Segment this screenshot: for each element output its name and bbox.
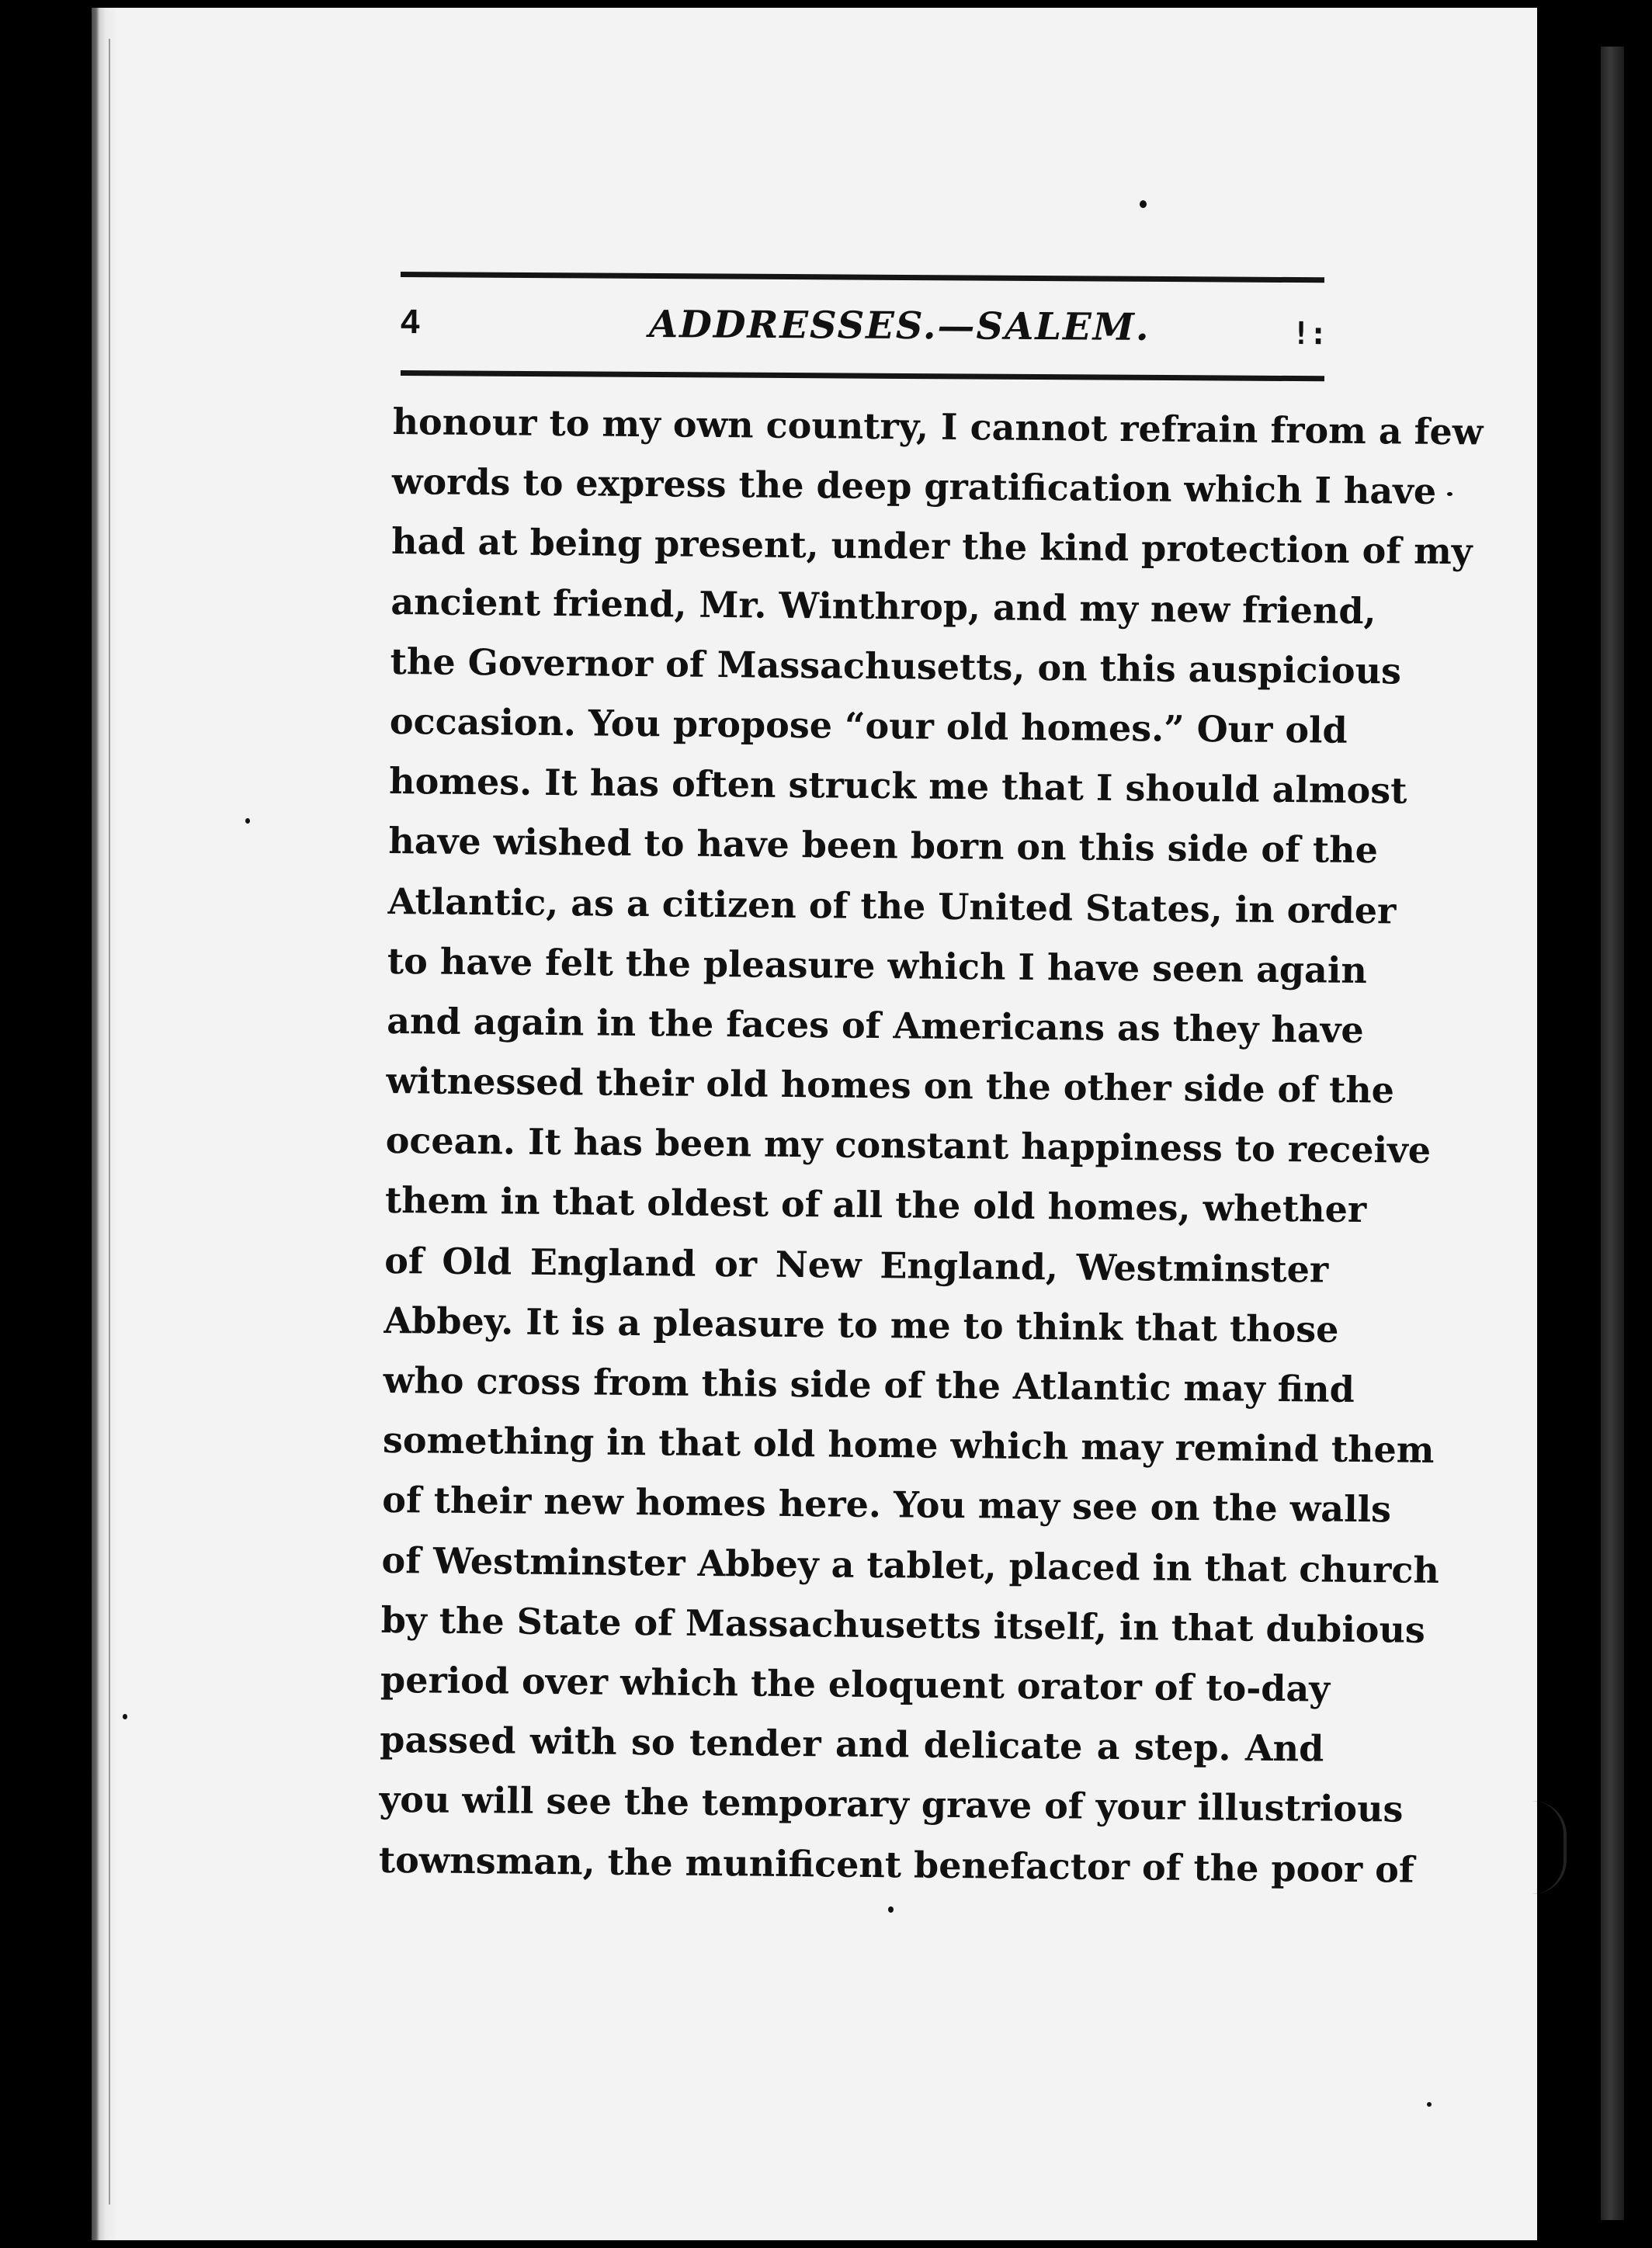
text-line: them in that oldest of all the old homes, whether: [384, 1179, 1367, 1231]
text-line: the Governor of Massachusetts, on this auspicious: [390, 640, 1402, 692]
text-line: witnessed their old homes on the other side of the: [386, 1060, 1395, 1112]
ink-speck: [1140, 200, 1147, 208]
text-line: by the State of Massachusetts itself, in that dubious: [380, 1598, 1426, 1651]
ink-speck: [1427, 2102, 1432, 2107]
text-line: of Old England or New England, Westminster: [384, 1239, 1329, 1291]
adjacent-page-edge: [1601, 47, 1624, 2220]
text-line: had at being present, under the kind protection of my: [390, 520, 1473, 573]
text-line: words to express the deep gratification which I have: [391, 460, 1437, 513]
text-line: passed with so tender and delicate a step. And: [380, 1719, 1324, 1770]
ink-speck: [888, 1906, 894, 1913]
scan-margin-right: [1537, 0, 1652, 2248]
corner-mark: !:: [1291, 316, 1327, 352]
ink-speck: [1447, 492, 1452, 496]
text-line: homes. It has often struck me that I should almost: [388, 760, 1407, 812]
ink-speck: [123, 1714, 127, 1719]
text-line: ancient friend, Mr. Winthrop, and my new friend,: [390, 580, 1376, 632]
text-line: Abbey. It is a pleasure to me to think that those: [384, 1299, 1339, 1351]
text-line: occasion. You propose “our old homes.” Our old: [389, 699, 1348, 751]
text-line: and again in the faces of Americans as they have: [386, 999, 1364, 1051]
text-line: have wished to have been born on this side of the: [388, 820, 1379, 872]
text-line: who cross from this side of the Atlantic may find: [383, 1358, 1355, 1410]
text-line: of Westminster Abbey a tablet, placed in that church: [381, 1539, 1440, 1591]
page-binding-edge: [92, 8, 118, 2240]
running-header: [400, 302, 1327, 355]
text-line: period over which the eloquent orator of to-day: [380, 1658, 1331, 1710]
ink-speck: [245, 818, 250, 824]
text-line: you will see the temporary grave of your illustrious: [379, 1778, 1404, 1830]
body-text: [378, 392, 1484, 1899]
page-number: 4: [400, 303, 420, 342]
text-line: something in that old home which may remind them: [382, 1419, 1435, 1472]
text-line: to have felt the pleasure which I have seen again: [387, 939, 1368, 991]
text-line: of their new homes here. You may see on the walls: [382, 1479, 1392, 1531]
text-line: honour to my own country, I cannot refrain from a few: [392, 400, 1484, 453]
text-line: Atlantic, as a citizen of the United States, in order: [387, 879, 1397, 931]
page-fold-line: [109, 39, 110, 2205]
text-line: townsman, the munificent benefactor of the poor of: [378, 1838, 1414, 1891]
text-line: ocean. It has been my constant happiness to receive: [385, 1119, 1432, 1172]
running-title: ADDRESSES.—SALEM.: [648, 302, 1150, 349]
